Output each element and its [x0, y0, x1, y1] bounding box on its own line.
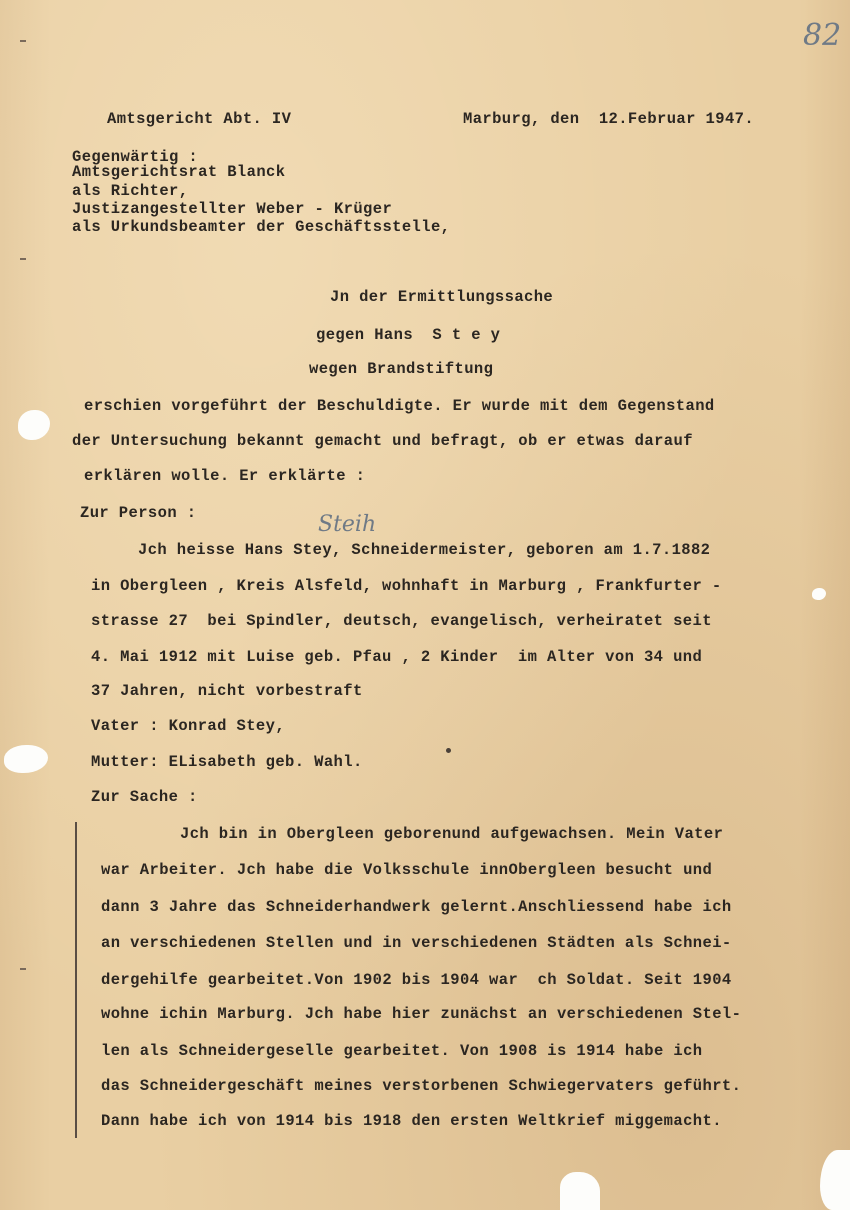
case-line-1: Jn der Ermittlungssache: [330, 288, 554, 306]
paper-tear: [820, 1150, 850, 1210]
matter-heading: Zur Sache :: [91, 788, 198, 806]
clerk-role: als Urkundsbeamter der Geschäftsstelle,: [72, 218, 451, 236]
matter-line-6: wohne ichin Marburg. Jch habe hier zunächst an verschiedenen Stel-: [101, 1005, 742, 1023]
intro-line-2: der Untersuchung bekannt gemacht und befragt, ob er etwas darauf: [72, 432, 693, 450]
intro-line-1: erschien vorgeführt der Beschuldigte. Er wurde mit dem Gegenstand: [84, 397, 715, 415]
person-line-5: 37 Jahren, nicht vorbestraft: [91, 682, 363, 700]
punch-hole: [18, 410, 50, 440]
matter-line-1: Jch bin in Obergleen geborenund aufgewachsen. Mein Vater: [180, 825, 724, 843]
place-date: Marburg, den 12.Februar 1947.: [463, 110, 755, 128]
matter-line-3: dann 3 Jahre das Schneiderhandwerk gelernt.Anschliessend habe ich: [101, 898, 732, 916]
court-name: Amtsgericht Abt. IV: [107, 110, 292, 128]
matter-line-9: Dann habe ich von 1914 bis 1918 den ersten Weltkrief miggemacht.: [101, 1112, 722, 1130]
father-line: Vater : Konrad Stey,: [91, 717, 286, 735]
mother-line: Mutter: ELisabeth geb. Wahl.: [91, 753, 363, 771]
ink-spot: [446, 748, 451, 753]
person-line-2: in Obergleen , Kreis Alsfeld, wohnhaft in Marburg , Frankfurter -: [91, 577, 722, 595]
matter-line-2: war Arbeiter. Jch habe die Volksschule innObergleen besucht und: [101, 861, 713, 879]
matter-line-7: len als Schneidergeselle gearbeitet. Von 1908 is 1914 habe ich: [101, 1042, 703, 1060]
margin-tick: [20, 258, 26, 260]
person-line-4: 4. Mai 1912 mit Luise geb. Pfau , 2 Kinder im Alter von 34 und: [91, 648, 703, 666]
person-heading: Zur Person :: [80, 504, 197, 522]
punch-hole: [4, 745, 48, 773]
person-line-1: Jch heisse Hans Stey, Schneidermeister, geboren am 1.7.1882: [138, 541, 711, 559]
margin-tick: [20, 40, 26, 42]
person-line-3: strasse 27 bei Spindler, deutsch, evangelisch, verheiratet seit: [91, 612, 712, 630]
margin-rule: [75, 822, 77, 1138]
case-line-2: gegen Hans S t e y: [316, 326, 501, 344]
judge-name: Amtsgerichtsrat Blanck: [72, 163, 286, 181]
judge-role: als Richter,: [72, 182, 189, 200]
paper-tear: [560, 1172, 600, 1210]
matter-line-4: an verschiedenen Stellen und in verschiedenen Städten als Schnei-: [101, 934, 732, 952]
matter-line-8: das Schneidergeschäft meines verstorbenen Schwiegervaters geführt.: [101, 1077, 742, 1095]
intro-line-3: erklären wolle. Er erklärte :: [84, 467, 366, 485]
matter-line-5: dergehilfe gearbeitet.Von 1902 bis 1904 war ch Soldat. Seit 1904: [101, 971, 732, 989]
present-heading: Gegenwärtig :: [72, 148, 199, 166]
clerk-name: Justizangestellter Weber - Krüger: [72, 200, 393, 218]
margin-tick: [20, 968, 26, 970]
case-line-3: wegen Brandstiftung: [309, 360, 494, 378]
archive-number: 82: [803, 18, 842, 53]
paper-tear: [812, 588, 826, 600]
handwritten-correction: Steih: [318, 512, 377, 537]
